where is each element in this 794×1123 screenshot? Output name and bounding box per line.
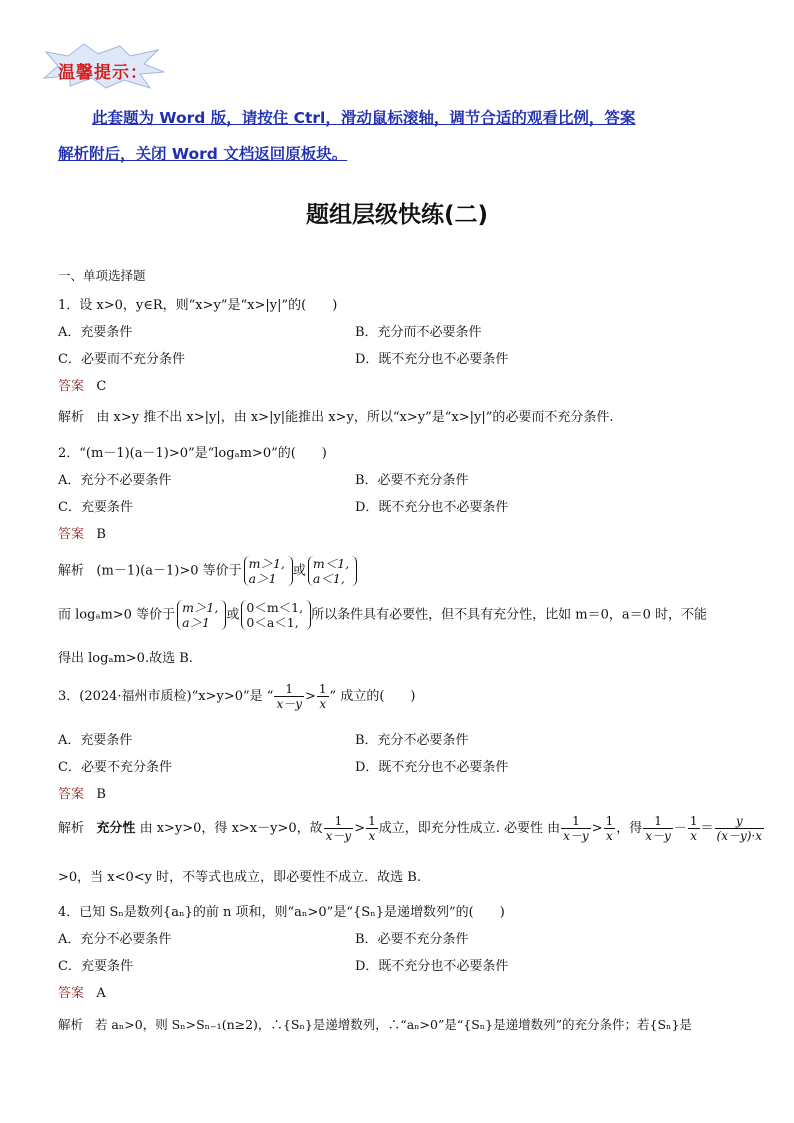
q3-fraction-7: $\frac{y}{(x-y)\cdot x}$ xyxy=(716,814,763,843)
q3-option-c: C．必要不充分条件 xyxy=(58,760,172,775)
q3-option-a: A．充要条件 xyxy=(58,733,133,748)
q2-analysis-line-1: 解析 (m－1)(a－1)>0 等价于 m＞1, a＞1 或 m＜1, a＜1, xyxy=(58,556,357,586)
analysis-label: 解析 xyxy=(58,821,85,836)
q4-option-a: A．充分不必要条件 xyxy=(58,932,172,947)
q1-answer-value: C xyxy=(96,379,107,394)
q1-analysis xyxy=(58,406,614,425)
q2-case-brace-1: m＞1, a＞1 xyxy=(244,556,285,586)
answer-label: 答案 xyxy=(58,986,85,1001)
q3-fraction-3: $\frac{1}{x-y}$ xyxy=(563,814,589,843)
answer-label: 答案 xyxy=(58,787,85,802)
tip-notice xyxy=(58,100,748,172)
q4-answer-value: A xyxy=(96,986,106,1001)
answer-label: 答案 xyxy=(58,527,85,542)
q2-option-d: D．既不充分也不必要条件 xyxy=(355,500,509,515)
analysis-label: 解析 xyxy=(58,563,85,579)
q2-case-brace-3: m＞1, a＞1 xyxy=(177,600,218,630)
q2-analysis-line-2: 而 logₐm>0 等价于 m＞1, a＞1 或 0＜m＜1, 0＜a＜1, 所以条件具有必要性，但不具有充分性，比如 m＝0，a＝0 时，不能 xyxy=(58,600,707,630)
q3-fraction-5: $\frac{1}{x-y}$ xyxy=(645,814,671,843)
q3-stem-fraction-1: $\frac{1}{x-y}$ xyxy=(276,682,302,711)
q3-fraction-1: $\frac{1}{x-y}$ xyxy=(325,814,352,843)
q3-analysis-line-2: >0，当 x<0<y 时，不等式也成立，即必要性不成立．故选 B. xyxy=(58,870,421,885)
tip-line-1: 此套题为 Word 版，请按住 Ctrl，滑动鼠标滚轴，调节合适的观看比例，答案 xyxy=(92,109,636,127)
q4-option-c: C．充要条件 xyxy=(58,959,133,974)
q2-case-brace-4: 0＜m＜1, 0＜a＜1, xyxy=(241,600,303,630)
q3-option-d: D．既不充分也不必要条件 xyxy=(355,760,509,775)
q2-stem: 2．“(m－1)(a－1)>0”是“logₐm>0”的( ) xyxy=(58,446,327,461)
q3-fraction-2: $\frac{1}{x}$ xyxy=(368,814,376,843)
q4-answer xyxy=(58,982,106,1001)
q1-option-b: B．充分而不必要条件 xyxy=(355,325,482,340)
q2-case-brace-2: m＜1, a＜1, xyxy=(308,556,349,586)
q3-answer xyxy=(58,783,106,802)
q2-answer xyxy=(58,523,106,542)
q2-option-c: C．充要条件 xyxy=(58,500,133,515)
q1-option-a: A．充要条件 xyxy=(58,325,133,340)
q4-stem: 4．已知 Sₙ是数列{aₙ}的前 n 项和，则“aₙ>0”是“{Sₙ}是递增数列”的( ) xyxy=(58,905,505,920)
q2-analysis-line-3: 得出 logₐm>0.故选 B. xyxy=(58,651,193,666)
q4-option-b: B．必要不充分条件 xyxy=(355,932,469,947)
q3-stem-fraction-2: $\frac{1}{x}$ xyxy=(318,682,327,711)
q3-option-b: B．充分不必要条件 xyxy=(355,733,469,748)
q3-stem: 3．(2024·福州市质检)“x>y>0”是 “ $\frac{1}{x-y}$ > $\frac{1}{x}$ ” 成立的( ) xyxy=(58,682,416,711)
tip-title: 温馨提示： xyxy=(58,63,148,83)
q1-analysis-text: 由 x>y 推不出 x>|y|，由 x>|y|能推出 x>y，所以“x>y”是“x>|y|”的必要而不充分条件. xyxy=(96,410,614,425)
q3-answer-value: B xyxy=(96,787,106,802)
q4-analysis xyxy=(58,1015,692,1033)
q3-fraction-4: $\frac{1}{x}$ xyxy=(605,814,614,843)
q3-fraction-6: $\frac{1}{x}$ xyxy=(689,814,698,843)
q2-answer-value: B xyxy=(96,527,106,542)
analysis-label: 解析 xyxy=(58,1017,84,1032)
q3-analysis-line-1: 解析 充分性 由 x>y>0，得 x>x－y>0，故 $\frac{1}{x-y}$ > $\frac{1}{x}$ 成立，即充分性成立. 必要性 由 $\frac{1}{x-y}$ > $\frac{1}{x}$ ，得 $\frac{1}{x-y}$ － $\frac{1}{x}$ ＝ $\frac{y}{(x-y)\cdot x}$ xyxy=(58,814,763,843)
q1-option-d: D．既不充分也不必要条件 xyxy=(355,352,509,367)
q2-option-a: A．充分不必要条件 xyxy=(58,473,172,488)
q1-answer xyxy=(58,375,106,394)
tip-line-2: 解析附后，关闭 Word 文档返回原板块。 xyxy=(58,145,348,163)
q2-option-b: B．必要不充分条件 xyxy=(355,473,469,488)
q2-brace-close-2 xyxy=(351,556,357,586)
answer-label: 答案 xyxy=(58,379,85,394)
q4-analysis-text: 若 aₙ>0，则 Sₙ>Sₙ₋₁(n≥2)，∴{Sₙ}是递增数列，∴“aₙ>0”是“{Sₙ}是递增数列”的充分条件；若{Sₙ}是 xyxy=(94,1017,692,1032)
page-title: 题组层级快练(二) xyxy=(305,202,489,228)
analysis-label: 解析 xyxy=(58,410,85,425)
q1-option-c: C．必要而不充分条件 xyxy=(58,352,185,367)
q1-stem: 1．设 x>0，y∈R，则“x>y”是“x>|y|”的( ) xyxy=(58,298,338,313)
section-heading: 一、单项选择题 xyxy=(58,268,146,283)
q4-option-d: D．既不充分也不必要条件 xyxy=(355,959,509,974)
